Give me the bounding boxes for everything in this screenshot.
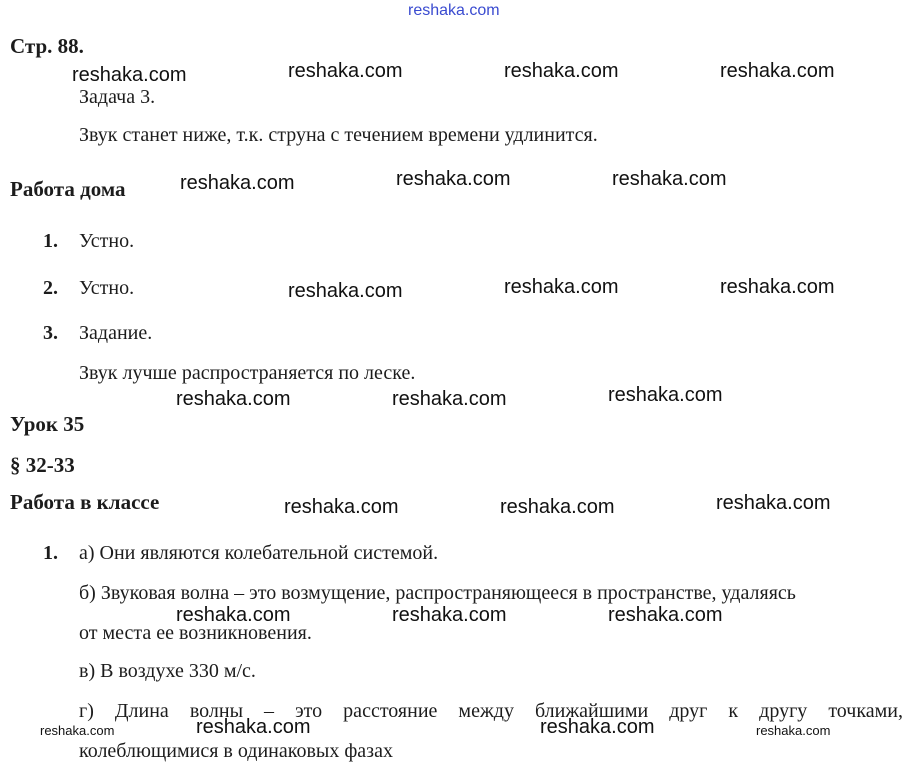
list-item-text: Задание. (79, 322, 153, 344)
task-answer: Звук станет ниже, т.к. струна с течением времени удлинится. (79, 124, 598, 146)
watermark: reshaka.com (716, 492, 831, 514)
watermark-top: reshaka.com (408, 2, 500, 19)
watermark: reshaka.com (288, 60, 403, 82)
page-reference: Стр. 88. (10, 34, 84, 58)
watermark: reshaka.com (720, 60, 835, 82)
watermark: reshaka.com (504, 276, 619, 298)
task-label: Задача 3. (79, 86, 156, 108)
watermark: reshaka.com (40, 723, 115, 738)
watermark: reshaka.com (504, 60, 619, 82)
list-item-number: 1. (43, 542, 58, 564)
list-item-number: 1. (43, 230, 58, 252)
answer-b-line1: б) Звуковая волна – это возмущение, распространяющееся в пространстве, удаляясь (79, 582, 796, 604)
section-heading-class-work: Работа в классе (10, 490, 160, 514)
list-item-number: 2. (43, 277, 58, 299)
watermark: reshaka.com (720, 276, 835, 298)
answer-d-line1: г) Длина волны – это расстояние между ближайшими друг к другу точками, (79, 700, 903, 722)
answer-d-line2: колеблющимися в одинаковых фазах (79, 740, 393, 762)
watermark: reshaka.com (612, 168, 727, 190)
watermark: reshaka.com (756, 723, 831, 738)
watermark: reshaka.com (540, 716, 655, 738)
watermark: reshaka.com (284, 496, 399, 518)
watermark: reshaka.com (176, 388, 291, 410)
answer-b-line2: от места ее возникновения. (79, 622, 312, 644)
watermark: reshaka.com (288, 280, 403, 302)
watermark: reshaka.com (72, 64, 187, 86)
list-item-detail: Звук лучше распространяется по леске. (79, 362, 416, 384)
list-item-text: Устно. (79, 277, 135, 299)
watermark: reshaka.com (392, 388, 507, 410)
watermark: reshaka.com (196, 716, 311, 738)
list-item-text: Устно. (79, 230, 135, 252)
watermark: reshaka.com (392, 604, 507, 626)
watermark: reshaka.com (608, 384, 723, 406)
section-number: § 32-33 (10, 453, 75, 477)
list-item-number: 3. (43, 322, 58, 344)
section-heading-home-work: Работа дома (10, 177, 126, 201)
answer-c: в) В воздухе 330 м/с. (79, 660, 256, 682)
watermark: reshaka.com (608, 604, 723, 626)
watermark: reshaka.com (176, 604, 291, 626)
lesson-heading: Урок 35 (10, 412, 85, 436)
watermark: reshaka.com (396, 168, 511, 190)
watermark: reshaka.com (180, 172, 295, 194)
answer-a: а) Они являются колебательной системой. (79, 542, 439, 564)
watermark: reshaka.com (500, 496, 615, 518)
